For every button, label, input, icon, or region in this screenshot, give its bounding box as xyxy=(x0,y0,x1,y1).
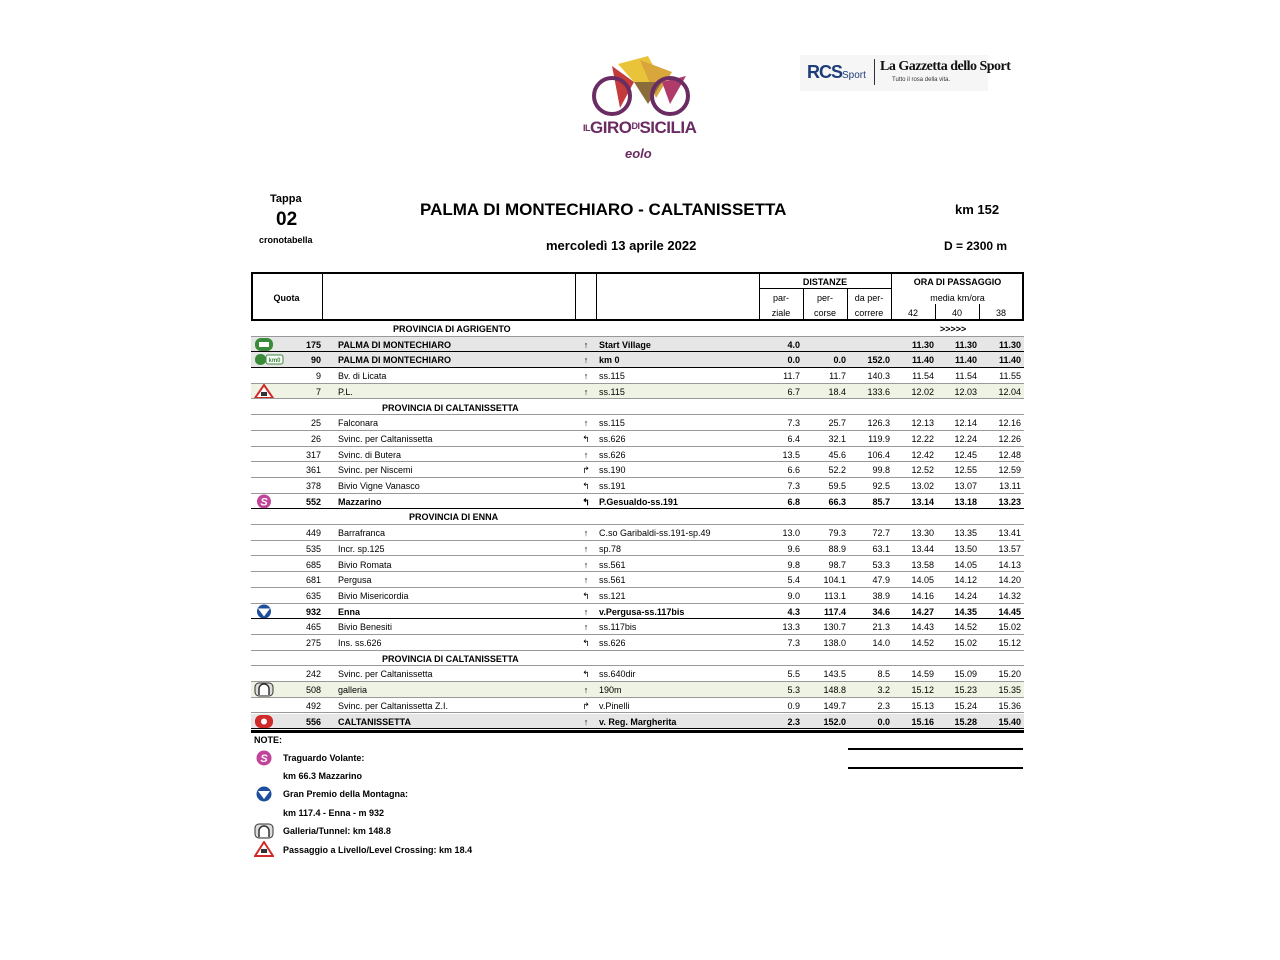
parziale-header-2: ziale xyxy=(771,308,791,318)
road-cell: ss.626 xyxy=(599,433,626,444)
time-38-cell: 14.20 xyxy=(998,575,1021,586)
quota-cell: 7 xyxy=(315,386,321,397)
time-40-cell: 15.02 xyxy=(954,638,977,648)
note-kom-detail: km 117.4 - Enna - m 932 xyxy=(283,808,385,818)
province-name: PROVINCIA DI CALTANISSETTA xyxy=(382,402,519,413)
gazzetta-logo: La Gazzetta dello Sport xyxy=(880,59,1011,74)
stage-date: mercoledì 13 aprile 2022 xyxy=(546,238,697,253)
covered-distance-cell: 88.9 xyxy=(828,543,846,554)
speed-38-header: 38 xyxy=(995,308,1006,318)
quota-cell: 275 xyxy=(305,638,321,648)
road-cell: C.so Garibaldi-ss.191-sp.49 xyxy=(599,528,711,539)
time-42-cell: 14.16 xyxy=(911,590,934,601)
location-cell: P.L. xyxy=(338,386,353,397)
time-38-cell: 13.41 xyxy=(998,528,1021,539)
da-percorrere-header-1: da per- xyxy=(854,293,884,303)
svg-text:S: S xyxy=(260,753,268,765)
direction-cell: ↑ xyxy=(583,716,589,727)
tappa-number: 02 xyxy=(276,209,298,230)
covered-distance-cell: 138.0 xyxy=(823,638,846,648)
location-cell: Svinc. di Butera xyxy=(338,449,402,460)
time-42-cell: 13.14 xyxy=(911,496,934,507)
road-cell: Start Village xyxy=(599,339,651,350)
table-row xyxy=(251,604,1024,620)
da-percorrere-header-2: correre xyxy=(854,308,884,318)
time-42-cell: 12.22 xyxy=(911,433,934,444)
covered-distance-cell: 0.0 xyxy=(833,355,846,366)
road-cell: ss.115 xyxy=(599,386,625,397)
sponsor-logos xyxy=(800,55,1011,91)
table-row xyxy=(251,352,1024,368)
covered-distance-cell: 79.3 xyxy=(828,528,846,539)
direction-cell: ↑ xyxy=(583,386,589,397)
table-row xyxy=(251,525,1024,541)
time-40-cell: 14.24 xyxy=(954,590,977,601)
route-title: PALMA DI MONTECHIARO - CALTANISSETTA xyxy=(420,200,787,219)
partial-distance-cell: 6.7 xyxy=(787,386,800,397)
note-sprint-label: Traguardo Volante: xyxy=(283,753,365,763)
remaining-distance-cell: 106.4 xyxy=(867,449,890,460)
quota-header: Quota xyxy=(273,293,300,303)
quota-cell: 508 xyxy=(305,685,321,696)
covered-distance-cell: 104.1 xyxy=(823,575,846,586)
partial-distance-cell: 4.0 xyxy=(787,339,800,350)
quota-cell: 681 xyxy=(305,575,321,586)
road-cell: ss.121 xyxy=(599,590,626,601)
time-38-cell: 12.16 xyxy=(998,418,1021,429)
time-42-cell: 13.02 xyxy=(911,481,934,491)
time-38-cell: 12.04 xyxy=(998,386,1021,397)
time-38-cell: 14.13 xyxy=(998,559,1021,570)
timetable xyxy=(251,272,1024,732)
quota-cell: 26 xyxy=(310,433,321,444)
direction-cell: ↑ xyxy=(583,418,589,429)
cronotabella-label: cronotabella xyxy=(259,235,313,245)
remaining-distance-cell: 133.6 xyxy=(867,386,890,397)
time-42-cell: 14.43 xyxy=(911,622,934,633)
remaining-distance-cell: 2.3 xyxy=(877,700,890,711)
province-header xyxy=(251,321,1024,337)
partial-distance-cell: 7.3 xyxy=(787,418,800,429)
time-38-cell: 11.55 xyxy=(999,371,1021,382)
time-38-cell: 11.40 xyxy=(998,355,1021,366)
direction-cell: ↑ xyxy=(583,622,589,633)
road-cell: 190m xyxy=(599,685,622,696)
covered-distance-cell: 148.8 xyxy=(823,685,846,696)
table-row xyxy=(251,478,1024,494)
covered-distance-cell: 11.7 xyxy=(829,371,846,382)
partial-distance-cell: 6.6 xyxy=(787,465,800,476)
table-row xyxy=(251,368,1024,384)
eolo-logo: eolo xyxy=(625,146,652,161)
covered-distance-cell: 25.7 xyxy=(828,418,846,429)
tappa-label: Tappa xyxy=(270,193,302,205)
location-cell: Svinc. per Caltanissetta Z.I. xyxy=(338,700,449,711)
road-cell: ss.626 xyxy=(599,449,626,460)
time-40-cell: 14.12 xyxy=(954,575,977,586)
road-cell: P.Gesualdo-ss.191 xyxy=(599,496,678,507)
notes-title: NOTE: xyxy=(254,735,282,745)
quota-cell: 378 xyxy=(305,481,321,491)
time-40-cell: 13.35 xyxy=(954,528,977,539)
road-cell: ss.115 xyxy=(599,418,625,429)
table-row xyxy=(251,494,1024,510)
location-cell: Incr. sp.125 xyxy=(338,543,385,554)
partial-distance-cell: 7.3 xyxy=(787,638,800,648)
table-row xyxy=(251,557,1024,573)
quota-cell: 465 xyxy=(305,622,321,633)
quota-cell: 685 xyxy=(305,559,321,570)
remaining-distance-cell: 38.9 xyxy=(872,590,890,601)
quota-cell: 90 xyxy=(310,355,321,366)
gazzetta-tagline: Tutto il rosa della vita. xyxy=(892,77,951,83)
time-40-cell: 13.07 xyxy=(954,481,977,491)
quota-cell: 535 xyxy=(305,543,321,554)
table-row xyxy=(251,698,1024,714)
location-cell: galleria xyxy=(338,685,368,696)
time-arrows: >>>>> xyxy=(940,324,967,334)
location-cell: Svinc. per Caltanissetta xyxy=(338,669,433,680)
remaining-distance-cell: 63.1 xyxy=(872,543,890,554)
percorse-header-2: corse xyxy=(813,308,836,318)
partial-distance-cell: 2.3 xyxy=(787,716,800,727)
province-name: PROVINCIA DI CALTANISSETTA xyxy=(382,653,519,664)
covered-distance-cell: 117.4 xyxy=(823,606,846,617)
road-cell: ss.190 xyxy=(599,465,626,476)
remaining-distance-cell: 8.5 xyxy=(877,669,890,680)
partial-distance-cell: 11.7 xyxy=(783,371,800,382)
signature-line xyxy=(848,748,1023,750)
distanze-header: DISTANZE xyxy=(802,277,848,287)
time-38-cell: 15.35 xyxy=(998,685,1021,696)
road-cell: ss.115 xyxy=(599,371,625,382)
direction-cell: ↑ xyxy=(583,543,589,554)
partial-distance-cell: 6.4 xyxy=(787,433,800,444)
quota-cell: 492 xyxy=(305,700,321,711)
remaining-distance-cell: 126.3 xyxy=(867,418,890,429)
time-42-cell: 15.12 xyxy=(911,685,934,696)
table-row xyxy=(251,447,1024,463)
location-cell: Svinc. per Caltanissetta xyxy=(338,433,433,444)
note-level-crossing: Passaggio a Livello/Level Crossing: km 18.4 xyxy=(283,845,473,855)
road-cell: v.Pinelli xyxy=(599,700,630,711)
quota-cell: 242 xyxy=(305,669,321,680)
covered-distance-cell: 113.1 xyxy=(824,590,846,601)
time-40-cell: 12.03 xyxy=(954,386,977,397)
time-38-cell: 13.11 xyxy=(999,481,1021,491)
location-cell: Falconara xyxy=(338,418,379,429)
time-42-cell: 13.30 xyxy=(911,528,934,539)
location-cell: Svinc. per Niscemi xyxy=(338,465,413,476)
time-40-cell: 11.54 xyxy=(955,371,977,382)
partial-distance-cell: 9.0 xyxy=(787,590,800,601)
time-42-cell: 13.58 xyxy=(911,559,934,570)
time-40-cell: 12.24 xyxy=(954,433,977,444)
road-cell: km 0 xyxy=(599,355,620,366)
time-40-cell: 13.18 xyxy=(954,496,977,507)
total-distance: km 152 xyxy=(955,202,1000,217)
direction-cell: ↱ xyxy=(582,700,590,711)
road-cell: ss.117bis xyxy=(599,622,637,633)
time-38-cell: 14.32 xyxy=(998,590,1021,601)
table-row xyxy=(251,415,1024,431)
media-header: media km/ora xyxy=(930,293,985,303)
road-cell: ss.626 xyxy=(599,638,626,648)
location-cell: Bivio Vigne Vanasco xyxy=(338,481,420,491)
province-header xyxy=(251,400,1024,416)
covered-distance-cell: 152.0 xyxy=(823,716,846,727)
remaining-distance-cell: 85.7 xyxy=(872,496,890,507)
time-38-cell: 15.36 xyxy=(998,700,1021,711)
location-cell: PALMA DI MONTECHIARO xyxy=(338,355,451,366)
note-kom-label: Gran Premio della Montagna: xyxy=(283,789,409,799)
svg-text:km0: km0 xyxy=(268,358,281,365)
time-42-cell: 13.44 xyxy=(911,543,934,554)
location-cell: Barrafranca xyxy=(338,528,386,539)
partial-distance-cell: 0.9 xyxy=(787,700,800,711)
covered-distance-cell: 18.4 xyxy=(828,386,846,397)
remaining-distance-cell: 152.0 xyxy=(867,355,890,366)
road-cell: ss.561 xyxy=(599,559,626,570)
time-42-cell: 11.30 xyxy=(911,339,934,350)
remaining-distance-cell: 119.9 xyxy=(868,433,890,444)
rcs-sport-logo: RCSSport xyxy=(807,62,866,82)
remaining-distance-cell: 34.6 xyxy=(872,606,890,617)
direction-cell: ↑ xyxy=(583,371,589,382)
partial-distance-cell: 5.5 xyxy=(787,669,800,680)
time-42-cell: 12.52 xyxy=(911,465,934,476)
direction-cell: ↑ xyxy=(583,449,589,460)
location-cell: Bivio Romata xyxy=(338,559,392,570)
partial-distance-cell: 7.3 xyxy=(787,481,800,491)
location-cell: CALTANISSETTA xyxy=(338,716,411,727)
covered-distance-cell: 149.7 xyxy=(823,700,846,711)
table-row xyxy=(251,572,1024,588)
table-row xyxy=(251,431,1024,447)
direction-cell: ↰ xyxy=(582,590,590,601)
table-row xyxy=(251,337,1024,353)
remaining-distance-cell: 99.8 xyxy=(872,465,890,476)
covered-distance-cell: 66.3 xyxy=(828,496,846,507)
location-cell: Mazzarino xyxy=(338,496,382,507)
table-row xyxy=(251,619,1024,635)
direction-cell: ↑ xyxy=(583,355,589,366)
time-38-cell: 15.02 xyxy=(998,622,1021,633)
time-40-cell: 13.50 xyxy=(954,543,977,554)
time-42-cell: 11.54 xyxy=(912,371,934,382)
time-38-cell: 15.12 xyxy=(998,638,1021,648)
table-row xyxy=(251,588,1024,604)
road-cell: ss.561 xyxy=(599,575,626,586)
quota-cell: 9 xyxy=(315,371,321,382)
time-42-cell: 12.13 xyxy=(911,418,934,429)
time-38-cell: 13.23 xyxy=(998,496,1021,507)
remaining-distance-cell: 21.3 xyxy=(872,622,890,633)
time-40-cell: 11.40 xyxy=(954,355,977,366)
time-38-cell: 13.57 xyxy=(998,543,1021,554)
direction-cell: ↑ xyxy=(583,528,589,539)
location-cell: Bivio Misericordia xyxy=(338,590,409,601)
tunnel-icon xyxy=(254,823,274,839)
location-cell: Bivio Benesiti xyxy=(338,622,393,633)
quota-cell: 25 xyxy=(310,418,321,429)
province-header xyxy=(251,651,1024,667)
time-38-cell: 12.48 xyxy=(998,449,1021,460)
road-cell: sp.78 xyxy=(599,543,622,554)
remaining-distance-cell: 92.5 xyxy=(872,481,890,491)
time-40-cell: 15.28 xyxy=(954,716,977,727)
table-row xyxy=(251,384,1024,400)
covered-distance-cell: 59.5 xyxy=(828,481,846,491)
direction-cell: ↑ xyxy=(583,606,589,617)
remaining-distance-cell: 3.2 xyxy=(877,685,890,696)
table-row xyxy=(251,714,1024,730)
province-header xyxy=(251,509,1024,525)
partial-distance-cell: 5.4 xyxy=(787,575,800,586)
partial-distance-cell: 4.3 xyxy=(787,606,800,617)
remaining-distance-cell: 140.3 xyxy=(867,371,890,382)
direction-cell: ↑ xyxy=(583,559,589,570)
partial-distance-cell: 9.8 xyxy=(787,559,800,570)
sprint-icon xyxy=(254,750,274,766)
signature-line xyxy=(848,767,1023,769)
location-cell: PALMA DI MONTECHIARO xyxy=(338,339,451,350)
direction-cell: ↰ xyxy=(582,481,590,491)
direction-cell: ↱ xyxy=(582,465,590,476)
road-cell: ss.191 xyxy=(599,481,626,491)
table-row xyxy=(251,462,1024,478)
time-38-cell: 12.59 xyxy=(998,465,1021,476)
quota-cell: 361 xyxy=(305,465,321,476)
direction-cell: ↑ xyxy=(583,685,589,696)
time-38-cell: 15.20 xyxy=(998,669,1021,680)
road-cell: v.Pergusa-ss.117bis xyxy=(599,606,685,617)
table-row xyxy=(251,666,1024,682)
time-42-cell: 14.05 xyxy=(911,575,934,586)
quota-cell: 932 xyxy=(305,606,321,617)
speed-42-header: 42 xyxy=(907,308,918,318)
time-42-cell: 12.42 xyxy=(911,449,934,460)
time-40-cell: 12.55 xyxy=(954,465,977,476)
location-cell: Enna xyxy=(338,606,361,617)
time-40-cell: 14.05 xyxy=(954,559,977,570)
percorse-header-1: per- xyxy=(816,293,833,303)
partial-distance-cell: 9.6 xyxy=(787,543,800,554)
table-row xyxy=(251,541,1024,557)
direction-cell: ↑ xyxy=(583,339,589,350)
elevation-gain: D = 2300 m xyxy=(944,239,1008,253)
time-42-cell: 11.40 xyxy=(911,355,934,366)
road-cell: v. Reg. Margherita xyxy=(599,716,677,727)
direction-cell: ↰ xyxy=(582,433,590,444)
note-sprint-detail: km 66.3 Mazzarino xyxy=(283,771,363,781)
giro-logo-text: $ILGIRO^{DI}SICILIA$ xyxy=(583,118,697,137)
quota-cell: 175 xyxy=(305,339,321,350)
direction-cell: ↰ xyxy=(582,638,590,648)
province-name: PROVINCIA DI AGRIGENTO xyxy=(393,324,511,334)
remaining-distance-cell: 0.0 xyxy=(877,716,890,727)
time-40-cell: 15.23 xyxy=(954,685,977,696)
table-row xyxy=(251,682,1024,698)
quota-cell: 317 xyxy=(305,449,321,460)
parziale-header-1: par- xyxy=(772,293,789,303)
quota-cell: 635 xyxy=(305,590,321,601)
location-cell: Pergusa xyxy=(338,575,372,586)
note-tunnel: Galleria/Tunnel: km 148.8 xyxy=(283,826,391,836)
time-42-cell: 15.13 xyxy=(911,700,934,711)
time-38-cell: 12.26 xyxy=(998,433,1021,444)
partial-distance-cell: 5.3 xyxy=(787,685,800,696)
time-40-cell: 15.24 xyxy=(954,700,977,711)
time-40-cell: 15.09 xyxy=(954,669,977,680)
time-42-cell: 12.02 xyxy=(911,386,934,397)
direction-cell: ↰ xyxy=(582,496,590,507)
partial-distance-cell: 13.3 xyxy=(782,622,800,633)
covered-distance-cell: 52.2 xyxy=(828,465,846,476)
quota-cell: 449 xyxy=(305,528,321,539)
time-42-cell: 14.27 xyxy=(911,606,934,617)
partial-distance-cell: 6.8 xyxy=(787,496,800,507)
time-40-cell: 14.52 xyxy=(954,622,977,633)
speed-40-header: 40 xyxy=(951,308,962,318)
partial-distance-cell: 13.5 xyxy=(782,449,800,460)
time-40-cell: 12.14 xyxy=(954,418,977,429)
road-cell: ss.640dir xyxy=(599,669,636,680)
partial-distance-cell: 13.0 xyxy=(782,528,800,539)
quota-cell: 556 xyxy=(305,716,321,727)
covered-distance-cell: 143.5 xyxy=(823,669,846,680)
province-name: PROVINCIA DI ENNA xyxy=(409,512,499,523)
time-38-cell: 15.40 xyxy=(998,716,1021,727)
time-42-cell: 14.59 xyxy=(911,669,934,680)
location-cell: Ins. ss.626 xyxy=(338,638,382,648)
quota-cell: 552 xyxy=(305,496,321,507)
time-42-cell: 14.52 xyxy=(911,638,934,648)
table-row xyxy=(251,635,1024,651)
time-42-cell: 15.16 xyxy=(911,716,934,727)
svg-text:S: S xyxy=(260,496,268,509)
level-crossing-icon xyxy=(254,841,274,857)
covered-distance-cell: 98.7 xyxy=(828,559,846,570)
remaining-distance-cell: 72.7 xyxy=(872,528,890,539)
covered-distance-cell: 32.1 xyxy=(828,433,846,444)
location-cell: Bv. di Licata xyxy=(338,371,387,382)
time-40-cell: 12.45 xyxy=(954,449,977,460)
remaining-distance-cell: 14.0 xyxy=(872,638,890,648)
time-40-cell: 11.30 xyxy=(954,339,977,350)
direction-cell: ↰ xyxy=(582,669,590,680)
ora-passaggio-header: ORA DI PASSAGGIO xyxy=(913,277,1002,287)
direction-cell: ↑ xyxy=(583,575,589,586)
time-38-cell: 11.30 xyxy=(998,339,1021,350)
remaining-distance-cell: 47.9 xyxy=(872,575,890,586)
time-38-cell: 14.45 xyxy=(998,606,1021,617)
covered-distance-cell: 45.6 xyxy=(828,449,846,460)
kom-icon xyxy=(254,786,274,802)
partial-distance-cell: 0.0 xyxy=(787,355,800,366)
covered-distance-cell: 130.7 xyxy=(823,622,846,633)
time-40-cell: 14.35 xyxy=(954,606,977,617)
remaining-distance-cell: 53.3 xyxy=(872,559,890,570)
